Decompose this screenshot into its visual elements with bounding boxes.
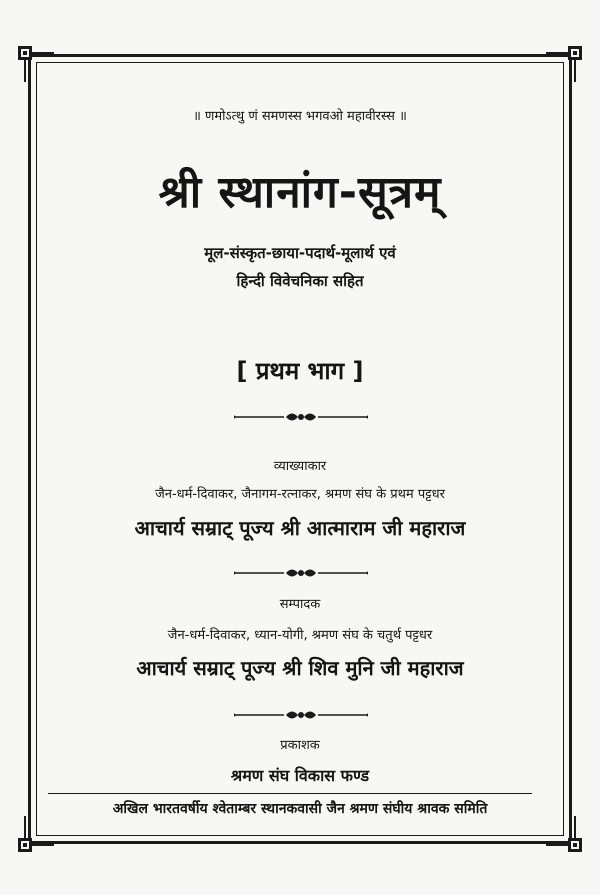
part-label: [ प्रथम भाग ] (236, 357, 364, 385)
title-page (44, 70, 556, 830)
subtitle-line-2: हिन्दी विवेचनिका सहित (236, 272, 364, 290)
ornament-divider (234, 410, 368, 424)
society-name: अखिल भारतवर्षीय श्वेताम्बर स्थानकवासी जैन श्रमण संघीय श्रावक समिति (112, 801, 488, 817)
ornament-divider (234, 566, 368, 580)
publisher-role: प्रकाशक (280, 738, 320, 753)
editor-name: आचार्य सम्राट् पूज्य श्री शिव मुनि जी महाराज (136, 656, 464, 680)
subtitle-line-1: मूल-संस्कृत-छाया-पदार्थ-मूलार्थ एवं (204, 244, 396, 262)
commentator-role: व्याख्याकार (273, 459, 327, 474)
book-title: श्री स्थानांग-सूत्रम् (158, 167, 442, 218)
editor-description: जैन-धर्म-दिवाकर, ध्यान-योगी, श्रमण संघ के चतुर्थ पट्टधर (167, 628, 433, 643)
editor-role: सम्पादक (279, 597, 321, 612)
ornament-divider (234, 708, 368, 722)
invocation: ॥ णमोऽत्थु णं समणस्स भगवओ महावीरस्स ॥ (193, 109, 407, 124)
commentator-name: आचार्य सम्राट् पूज्य श्री आत्माराम जी महाराज (134, 516, 466, 540)
footer-rule (48, 793, 532, 794)
publisher-name: श्रमण संघ विकास फण्ड (230, 766, 370, 785)
commentator-description: जैन-धर्म-दिवाकर, जैनागम-रत्नाकर, श्रमण संघ के प्रथम पट्टधर (155, 487, 445, 502)
